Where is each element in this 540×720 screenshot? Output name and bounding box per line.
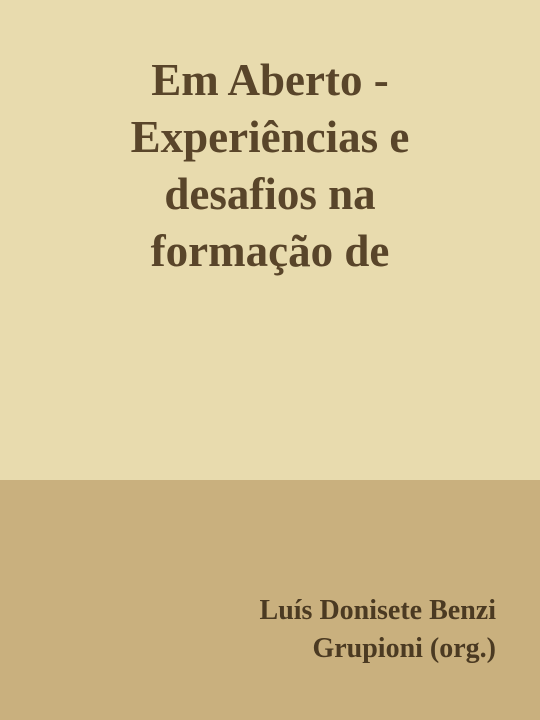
title-line: desafios na bbox=[164, 169, 376, 219]
book-title bbox=[20, 52, 520, 280]
author-line: Luís Donisete Benzi bbox=[259, 595, 496, 626]
title-line: formação de bbox=[150, 226, 390, 276]
author-line: Grupioni (org.) bbox=[312, 633, 496, 664]
title-line: Experiências e bbox=[130, 112, 410, 162]
book-author bbox=[76, 592, 496, 668]
title-line: Em Aberto - bbox=[151, 55, 389, 105]
